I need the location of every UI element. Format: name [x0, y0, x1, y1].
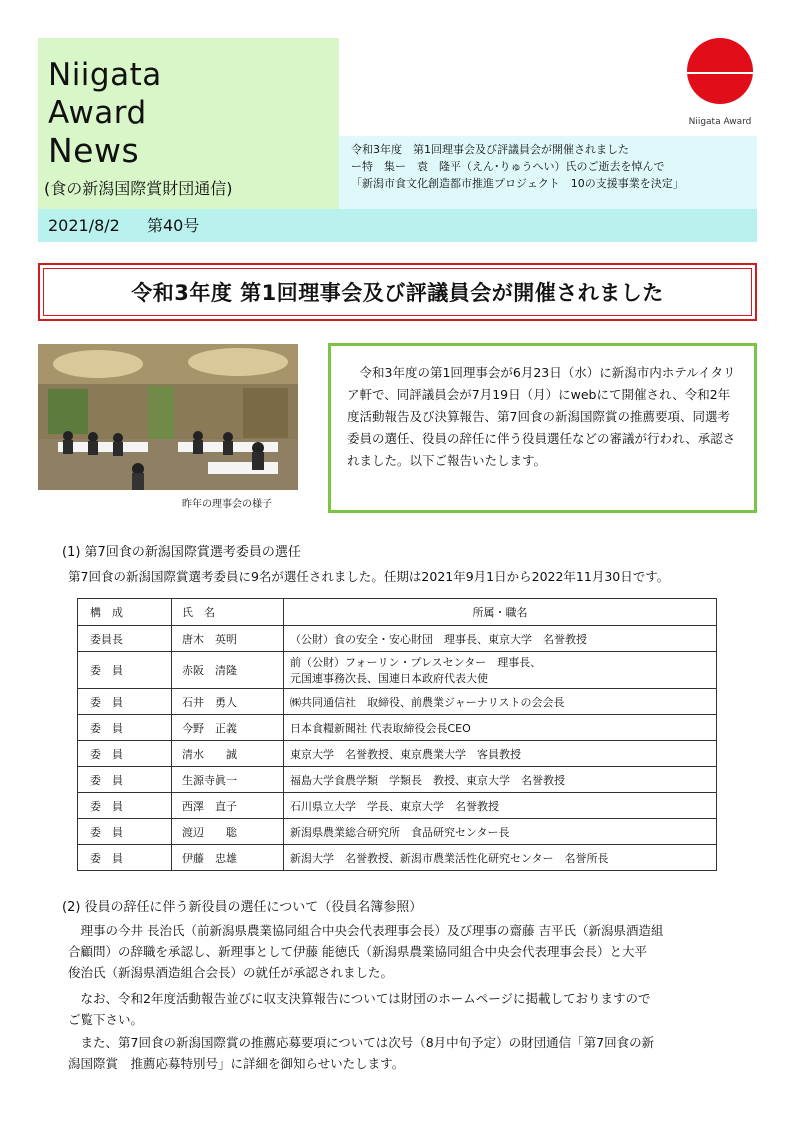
paragraph-line: 合顧問）の辞職を承認し、新理事として伊藤 能徳氏（新潟県農業協同組合中央会代表理事会長）と大平 — [68, 944, 647, 959]
paragraph-line: なお、令和2年度活動報告並びに収支決算報告については財団のホームページに掲載しておりますので — [80, 991, 651, 1006]
name-cell: 清水 誠 — [172, 741, 284, 767]
headline-item: ー特 集ー 袁 隆平（えん･りゅうへい）氏のご逝去を悼んで — [351, 160, 665, 173]
meeting-photo — [38, 344, 298, 490]
role-cell: 委 員 — [78, 767, 172, 793]
masthead — [38, 38, 339, 209]
table-row — [78, 741, 717, 767]
issue-bar — [38, 209, 757, 242]
intro-text: 令和3年度の第1回理事会が6月23日（水）に新潟市内ホテルイタリア軒で、同評議員会が7月19日（月）にwebにて開催され、令和2年度活動報告及び決算報告、第7回食の新潟国際賞の推薦要項、同選考委員の選任、役員の辞任に伴う役員選任などの審議が行われ、承認されました。以下ご報告いたします。 — [347, 365, 736, 468]
table-row — [78, 626, 717, 652]
name-cell: 渡辺 聡 — [172, 819, 284, 845]
paragraph-line: 理事の今井 長治氏（前新潟県農業協同組合中央会代表理事会長）及び理事の齋藤 吉平氏（新潟県酒造組 — [80, 923, 664, 938]
paragraph-line: ご覧下さい。 — [68, 1012, 144, 1027]
affiliation-cell: 福島大学食農学類 学類長 教授、東京大学 名誉教授 — [284, 767, 717, 793]
affiliation-cell: 石川県立大学 学長、東京大学 名誉教授 — [284, 793, 717, 819]
logo-text: Niigata Award — [688, 117, 752, 127]
name-cell: 唐木 英明 — [172, 626, 284, 652]
role-cell: 委 員 — [78, 845, 172, 871]
role-cell: 委 員 — [78, 652, 172, 689]
affiliation-cell — [284, 652, 717, 689]
table-header-cell: 構 成 — [78, 599, 172, 626]
masthead-subtitle: (食の新潟国際賞財団通信) — [44, 179, 233, 198]
affiliation-cell: ㈱共同通信社 取締役、前農業ジャーナリストの会会長 — [284, 689, 717, 715]
masthead-title-line-3: News — [48, 131, 140, 170]
role-cell: 委 員 — [78, 819, 172, 845]
masthead-title-line-1: Niigata — [48, 57, 162, 93]
logo-stripe — [687, 72, 753, 74]
section2-paragraph-3 — [68, 1032, 758, 1074]
name-cell: 生源寺眞一 — [172, 767, 284, 793]
name-cell: 西澤 直子 — [172, 793, 284, 819]
name-cell: 伊藤 忠雄 — [172, 845, 284, 871]
meeting-photo-illustration — [38, 344, 298, 490]
members-table — [77, 598, 717, 871]
table-header-cell: 所属・職名 — [284, 599, 717, 626]
headline-summary — [339, 136, 757, 209]
table-row — [78, 652, 717, 689]
name-cell: 今野 正義 — [172, 715, 284, 741]
issue-date: 2021/8/2 — [48, 216, 120, 235]
paragraph-line: 俊治氏（新潟県酒造組合会長）の就任が承認されました。 — [68, 965, 394, 980]
table-row — [78, 819, 717, 845]
table-row — [78, 845, 717, 871]
table-header-cell: 氏 名 — [172, 599, 284, 626]
headline-item: 「新潟市食文化創造都市推進プロジェクト 10の支援事業を決定」 — [351, 177, 684, 190]
affiliation-line: 元国連事務次長、国連日本政府代表大使 — [290, 672, 488, 685]
niigata-award-logo-icon — [687, 38, 753, 104]
table-row — [78, 715, 717, 741]
article-headline: 令和3年度 第1回理事会及び評議員会が開催されました — [43, 268, 752, 316]
photo-caption: 昨年の理事会の様子 — [182, 499, 272, 510]
section1-text: 第7回食の新潟国際賞選考委員に9名が選任されました。任期は2021年9月1日から2022年11月30日です。 — [68, 569, 670, 584]
table-header-row — [78, 599, 717, 626]
name-cell: 石井 勇人 — [172, 689, 284, 715]
section2-paragraph-1 — [68, 920, 758, 983]
role-cell: 委 員 — [78, 741, 172, 767]
affiliation-cell: 日本食糧新聞社 代表取締役会長CEO — [284, 715, 717, 741]
affiliation-cell: 新潟大学 名誉教授、新潟市農業活性化研究センター 名誉所長 — [284, 845, 717, 871]
table-row — [78, 689, 717, 715]
section2-paragraph-2 — [68, 988, 758, 1030]
section2-heading: (2) 役員の辞任に伴う新役員の選任について（役員名簿参照） — [62, 900, 423, 915]
role-cell: 委 員 — [78, 793, 172, 819]
headline-item: 令和3年度 第1回理事会及び評議員会が開催されました — [351, 143, 629, 156]
table-row — [78, 793, 717, 819]
section1-heading: (1) 第7回食の新潟国際賞選考委員の選任 — [62, 545, 301, 560]
role-cell: 委 員 — [78, 715, 172, 741]
table-row — [78, 767, 717, 793]
intro-box — [328, 343, 757, 513]
masthead-title-line-2: Award — [48, 95, 147, 131]
article-headline-box — [38, 263, 757, 321]
role-cell: 委 員 — [78, 689, 172, 715]
paragraph-line: また、第7回食の新潟国際賞の推薦応募要項については次号（8月中旬予定）の財団通信「第7回食の新 — [80, 1035, 655, 1050]
affiliation-cell: 新潟県農業総合研究所 食品研究センター長 — [284, 819, 717, 845]
affiliation-cell: 東京大学 名誉教授、東京農業大学 客員教授 — [284, 741, 717, 767]
issue-number: 第40号 — [146, 216, 200, 235]
role-cell: 委員長 — [78, 626, 172, 652]
affiliation-line: 前（公財）フォーリン・プレスセンター 理事長、 — [290, 656, 542, 669]
affiliation-cell: （公財）食の安全・安心財団 理事長、東京大学 名誉教授 — [284, 626, 717, 652]
name-cell: 赤阪 清隆 — [172, 652, 284, 689]
paragraph-line: 潟国際賞 推薦応募特別号」に詳細を御知らせいたします。 — [68, 1056, 405, 1071]
